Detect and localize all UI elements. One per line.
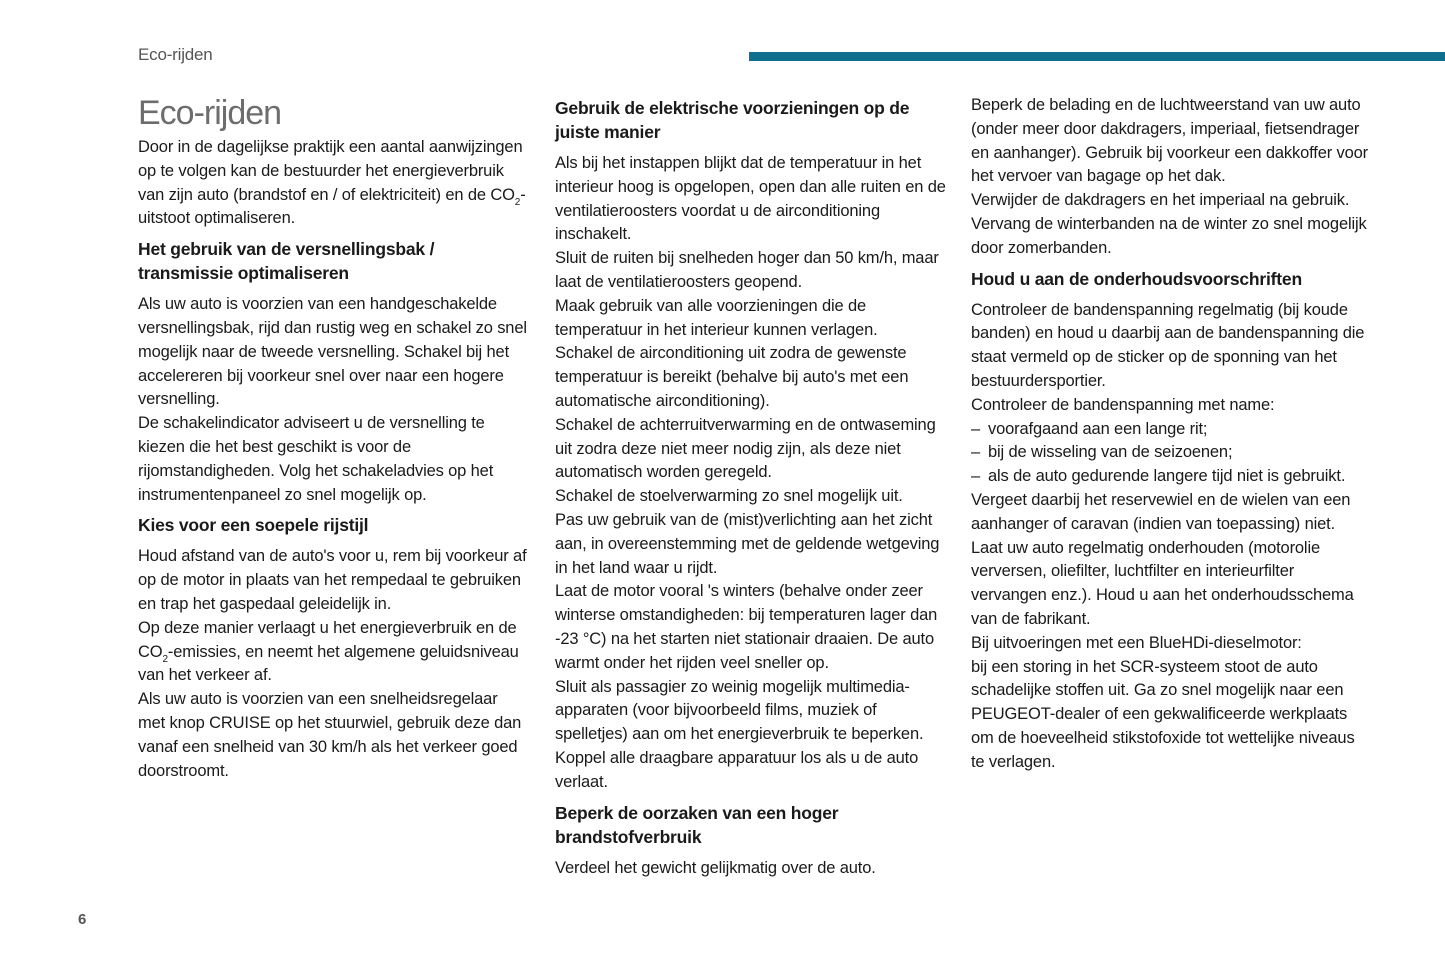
paragraph: Koppel alle draagbare apparatuur los als u de auto verlaat.: [555, 748, 919, 791]
paragraph: Bij uitvoeringen met een BlueHDi-dieselmotor:: [971, 633, 1302, 652]
section-heading-driving-style: Kies voor een soepele rijstijl: [138, 515, 369, 536]
paragraph: Als bij het instappen blijkt dat de temperatuur in het interieur hoog is opgelopen, open dan alle ruiten en de ventilatieroosters voordat u de airconditioning inschakelt.: [555, 154, 946, 244]
paragraph: Op deze manier verlaagt u het energieverbruik en de $CO_2$-emissies, en neemt het algemene geluidsniveau van het verkeer af.: [138, 618, 519, 685]
section-heading-electrical: Gebruik de elektrische voorzieningen op de juiste manier: [555, 98, 910, 142]
header-accent-bar: [749, 52, 1445, 61]
dash-bullet: –: [971, 419, 981, 438]
column-middle: [555, 94, 950, 880]
paragraph: Schakel de achterruitverwarming en de ontwaseming uit zodra deze niet meer nodig zijn, als deze niet automatisch worden geregeld.: [555, 415, 936, 482]
column-left: [138, 94, 528, 783]
paragraph: Vervang de winterbanden na de winter zo snel mogelijk door zomerbanden.: [971, 214, 1367, 257]
paragraph: Als uw auto is voorzien van een handgeschakelde versnellingsbak, rijd dan rustig weg en schakel zo snel mogelijk naar de tweede versnelling. Schakel bij het accelereren bij voorkeur snel over naar een hogere versnelling.: [138, 295, 527, 409]
paragraph: Vergeet daarbij het reservewiel en de wielen van een aanhanger of caravan (indien van toepassing) niet.: [971, 490, 1351, 533]
paragraph: Sluit als passagier zo weinig mogelijk multimedia-apparaten (voor bijvoorbeeld films, muziek of spelletjes) aan om het energieverbruik te beperken.: [555, 677, 924, 744]
paragraph: Maak gebruik van alle voorzieningen die de temperatuur in het interieur kunnen verlagen.: [555, 296, 878, 339]
paragraph: Controleer de bandenspanning met name:: [971, 395, 1275, 414]
section-heading-transmission: Het gebruik van de versnellingsbak / transmissie optimaliseren: [138, 239, 435, 284]
dash-bullet: –: [971, 467, 981, 486]
list-item: – bij de wisseling van de seizoenen;: [971, 441, 1371, 465]
page-number: 6: [78, 911, 87, 928]
paragraph: De schakelindicator adviseert u de versnelling te kiezen die het best geschikt is voor de rijomstandigheden. Volg het schakeladvies op het instrumentenpaneel zo snel mogelijk op.: [138, 414, 494, 504]
intro-paragraph: Door in de dagelijkse praktijk een aantal aanwijzingen op te volgen kan de bestuurder het energieverbruik van zijn auto (brandstof en / of elektriciteit) en de $CO_2$-uitstoot optimaliseren.: [138, 138, 526, 228]
paragraph: bij een storing in het SCR-systeem stoot de auto schadelijke stoffen uit. Ga zo snel mogelijk naar een PEUGEOT-dealer of een gekwalificeerde werkplaats om de hoeveelheid stikstofoxide tot wettelijke niveaus te verlagen.: [971, 657, 1355, 771]
dash-bullet: –: [971, 443, 981, 462]
paragraph: Schakel de airconditioning uit zodra de gewenste temperatuur is bereikt (behalve bij auto's met een automatische airconditioning).: [555, 344, 909, 410]
paragraph: Als uw auto is voorzien van een snelheidsregelaar met knop CRUISE op het stuurwiel, gebruik deze dan vanaf een snelheid van 30 km/h als het verkeer goed doorstroomt.: [138, 690, 522, 780]
paragraph: Controleer de bandenspanning regelmatig (bij koude banden) en houd u daarbij aan de bandenspanning die staat vermeld op de sticker op de sponning van het bestuurdersportier.: [971, 300, 1365, 390]
paragraph: Laat uw auto regelmatig onderhouden (motorolie verversen, oliefilter, luchtfilter en interieurfilter vervangen enz.). Houd u aan het onderhoudsschema van de fabrikant.: [971, 538, 1354, 628]
list-item: – voorafgaand aan een lange rit;: [971, 418, 1371, 442]
paragraph: Verwijder de dakdragers en het imperiaal na gebruik.: [971, 191, 1350, 210]
page-title: Eco-rijden: [138, 94, 282, 132]
running-header: Eco-rijden: [138, 45, 213, 64]
section-heading-maintenance: Houd u aan de onderhoudsvoorschriften: [971, 268, 1302, 289]
paragraph: Schakel de stoelverwarming zo snel mogelijk uit.: [555, 487, 903, 506]
list-item: – als de auto gedurende langere tijd niet is gebruikt.: [971, 465, 1371, 489]
tyre-pressure-list: [971, 418, 1371, 489]
paragraph: Laat de motor vooral 's winters (behalve onder zeer winterse omstandigheden: bij temperaturen lager dan -23 °C) na het starten niet stationair draaien. De auto warmt onder het rijden veel sneller op.: [555, 582, 938, 672]
paragraph: Houd afstand van de auto's voor u, rem bij voorkeur af op de motor in plaats van het rempedaal te gebruiken en trap het gaspedaal geleidelijk in.: [138, 547, 527, 613]
paragraph: Sluit de ruiten bij snelheden hoger dan 50 km/h, maar laat de ventilatieroosters geopend.: [555, 249, 939, 291]
paragraph: Beperk de belading en de luchtweerstand van uw auto (onder meer door dakdragers, imperiaal, fietsendrager en aanhanger). Gebruik bij voorkeur een dakkoffer voor het vervoer van bagage op het dak.: [971, 96, 1369, 186]
paragraph: Pas uw gebruik van de (mist)verlichting aan het zicht aan, in overeenstemming met de geldende wetgeving in het land waar u rijdt.: [555, 510, 940, 577]
column-right: [971, 94, 1371, 775]
section-heading-fuel-consumption: Beperk de oorzaken van een hoger brandstofverbruik: [555, 802, 839, 847]
paragraph: Verdeel het gewicht gelijkmatig over de auto.: [555, 858, 876, 877]
